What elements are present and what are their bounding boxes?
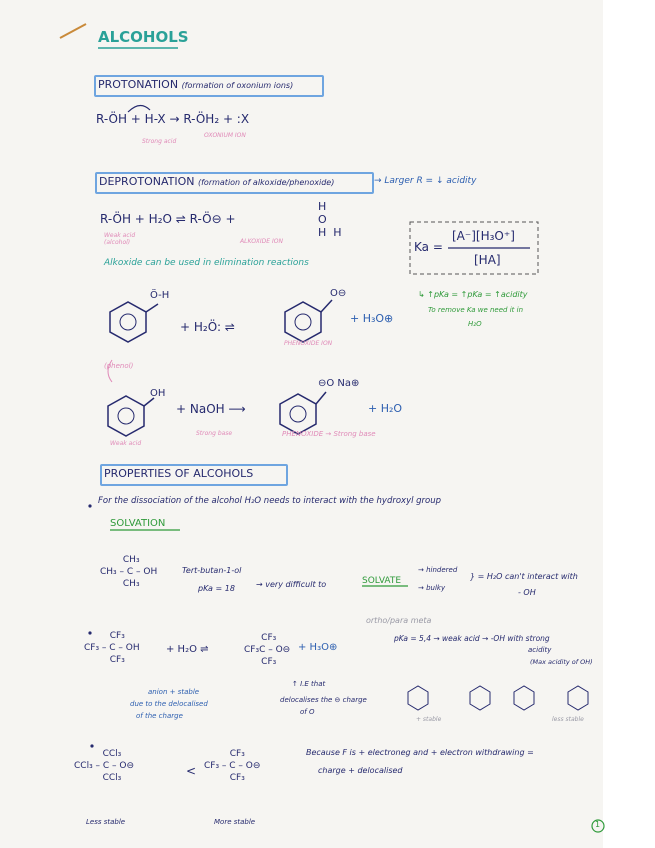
- weak-acid-label-2: Weak acid: [110, 440, 142, 447]
- pka-note-2: To remove Ka we need it in: [428, 306, 524, 314]
- stable-note: + stable: [416, 716, 442, 723]
- ka-numerator: [A⁻][H₃O⁺]: [452, 229, 515, 243]
- anion-stable: anion + stable: [148, 688, 200, 696]
- properties-bullet-1: For the dissociation of the alcohol H₂O needs to interact with the hydroxyl group: [98, 496, 442, 506]
- page-number: 1: [595, 820, 601, 829]
- phenol-oh: Ö-H: [150, 290, 170, 301]
- tert-note: → very difficult to: [256, 580, 327, 589]
- ccl3-structure: CCl₃ CCl₃ – C – O⊖ CCl₃: [74, 749, 135, 783]
- cf3-compare-structure: CF₃ CF₃ – C – O⊖ CF₃: [204, 749, 261, 783]
- deprotonation-note: → Larger R = ↓ acidity: [374, 176, 477, 186]
- h2o-cant-label: } = H₂O can't interact with: [470, 572, 578, 581]
- protonation-heading-text: PROTONATION: [98, 78, 179, 91]
- strong-base-label: Strong base: [196, 430, 233, 437]
- protonation-subtitle: (formation of oxonium ions): [181, 81, 294, 90]
- pka-note: ↳ ↑pKa = ↑pKa = ↑acidity: [418, 290, 528, 299]
- hindered-label: → hindered: [418, 566, 458, 574]
- phenol-label: (phenol): [104, 362, 134, 370]
- of-o-note: of O: [300, 708, 315, 716]
- cf3-product: + H₃O⊕: [298, 642, 338, 653]
- protonation-reaction: R-ÖH + H-X → R-ÖH₂ + :X: [96, 112, 250, 126]
- pka-note-3: H₂O: [468, 320, 482, 328]
- solvation-label: SOLVATION: [110, 518, 166, 529]
- acidity-note: acidity: [528, 646, 552, 654]
- delocalise-note: delocalises the ⊖ charge: [280, 696, 367, 704]
- phenol-reaction: + H₂Ö: ⇌: [180, 320, 235, 334]
- phenol-product: + H₃O⊕: [350, 312, 394, 325]
- solvate-label: SOLVATE: [362, 576, 402, 586]
- deprotonation-reaction: R-ÖH + H₂O ⇌ R-Ö⊖ +: [100, 212, 236, 226]
- of-charge: of the charge: [136, 712, 183, 720]
- bulky-label: → bulky: [418, 584, 446, 592]
- because-note: Because F is + electroneg and + electron withdrawing =: [306, 748, 534, 757]
- naoh-reaction: + NaOH ⟶: [176, 402, 246, 416]
- phenol-oh-2: OH: [150, 388, 166, 399]
- deprotonation-heading-text: DEPROTONATION: [99, 175, 195, 188]
- ortho-meta-note: ortho/para meta: [366, 616, 432, 625]
- protonation-heading: [98, 78, 293, 91]
- cf3-structure: CF₃ CF₃ – C – OH CF₃: [84, 631, 140, 665]
- tert-name: Tert-butan-1-ol: [182, 566, 242, 575]
- deprotonation-subtitle: (formation of alkoxide/phenoxide): [197, 178, 335, 187]
- phenoxide-o: O⊖: [330, 288, 347, 299]
- phenoxide-strong-label: PHENOXIDE → Strong base: [282, 430, 376, 438]
- naoh-product: + H₂O: [368, 402, 403, 415]
- phenoxide-label: PHENOXIDE ION: [284, 340, 333, 347]
- cf3-stability-label: More stable: [214, 818, 256, 826]
- alkoxide-label: ALKOXIDE ION: [240, 238, 283, 245]
- alkoxide-note: Alkoxide can be used in elimination reactions: [104, 258, 309, 268]
- cf3-reaction: + H₂O ⇌: [166, 644, 209, 655]
- ka-denominator: [HA]: [474, 253, 501, 267]
- ka-lhs: Ka =: [414, 240, 443, 254]
- tert-pka: pKa = 18: [198, 584, 235, 593]
- cf3-anion: CF₃ CF₃C – O⊖ CF₃: [244, 633, 291, 667]
- ccl3-stability-label: Less stable: [86, 818, 126, 826]
- max-acidity-note: (Max acidity of OH): [530, 658, 593, 666]
- hydronium-structure: H O H H: [318, 200, 342, 239]
- ie-note: ↑ I.E that: [292, 680, 326, 688]
- weak-acid-label: Weak acid (alcohol): [104, 232, 136, 246]
- tert-structure: CH₃ CH₃ – C – OH CH₃: [100, 555, 158, 589]
- pka-54-note: pKa = 5,4 → weak acid → -OH with strong: [394, 634, 550, 643]
- due-to: due to the delocalised: [130, 700, 208, 708]
- phenoxide-na: ⊖O Na⊕: [318, 378, 360, 389]
- protonation-label-oxonium: OXONIUM ION: [204, 132, 246, 139]
- protonation-label-acid: Strong acid: [142, 138, 177, 145]
- charge-note: charge + delocalised: [318, 766, 403, 775]
- deprotonation-heading: [99, 175, 334, 188]
- oh-label: - OH: [518, 588, 536, 597]
- less-than-sign: <: [186, 764, 197, 778]
- less-stable-note: less stable: [552, 716, 584, 723]
- page-title: ALCOHOLS: [98, 28, 189, 46]
- properties-heading: PROPERTIES OF ALCOHOLS: [104, 467, 254, 480]
